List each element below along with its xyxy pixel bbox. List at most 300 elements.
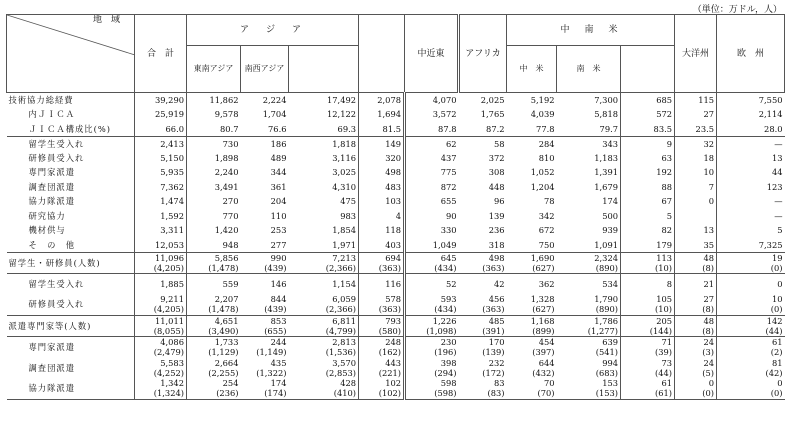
table-cell <box>557 93 621 108</box>
cell-value: 598 <box>440 378 457 389</box>
cell-value: 5,583 <box>160 357 184 368</box>
cell-value: 28.0 <box>764 123 783 134</box>
table-row <box>7 107 785 122</box>
table-row <box>7 194 785 209</box>
cell-value: 88 <box>661 181 673 192</box>
cell-paren-value: (294) <box>434 367 457 378</box>
header-southwest-asia: 南西アジア <box>241 46 289 93</box>
cell-paren-value: (0) <box>702 388 715 399</box>
table-cell <box>135 209 187 224</box>
cell-paren-value: (363) <box>378 304 402 315</box>
cell-value: 939 <box>602 225 619 236</box>
table-cell <box>135 122 187 137</box>
table-cell <box>289 223 359 238</box>
table-cell <box>675 136 717 151</box>
cell-paren-value: (363) <box>482 304 505 315</box>
table-cell <box>675 122 717 137</box>
table-cell <box>675 336 717 357</box>
table-cell <box>557 209 621 224</box>
cell-value: 24 <box>703 357 715 368</box>
table-row <box>7 209 785 224</box>
table-cell <box>717 294 785 315</box>
cell-value: 1,898 <box>214 152 239 163</box>
cell-value: 25,919 <box>154 109 184 120</box>
cell-value: 694 <box>385 252 402 263</box>
table-cell <box>717 165 785 180</box>
cell-value: 456 <box>488 294 505 305</box>
cell-value: 9,211 <box>160 294 184 305</box>
cell-value: 344 <box>270 167 287 178</box>
table-cell <box>507 107 557 122</box>
table-cell <box>135 252 187 273</box>
row-label: 留学生受入れ <box>7 136 135 151</box>
cell-value: 5 <box>777 225 783 236</box>
cell-value: 2,207 <box>214 294 239 305</box>
cell-value: 483 <box>385 181 402 192</box>
cell-paren-value: (890) <box>595 304 619 315</box>
cell-paren-value: (3) <box>702 346 715 357</box>
cell-paren-value: (391) <box>482 325 505 336</box>
cell-value: 1,183 <box>594 152 619 163</box>
cell-value: 475 <box>340 196 357 207</box>
table-cell <box>507 122 557 137</box>
cell-value: 103 <box>385 196 402 207</box>
cell-paren-value: (2,366) <box>325 262 357 273</box>
cell-value: 7 <box>708 181 715 192</box>
cell-value: 153 <box>602 378 619 389</box>
cell-value: 170 <box>488 336 505 347</box>
table-cell <box>557 180 621 195</box>
table-cell <box>717 93 785 108</box>
cell-paren-value: (44) <box>765 325 783 336</box>
cell-value: 116 <box>385 278 402 289</box>
cell-value: 2,324 <box>594 252 619 263</box>
cell-value: 990 <box>270 252 287 263</box>
table-cell <box>557 165 621 180</box>
table-cell <box>135 136 187 151</box>
table-cell <box>717 107 785 122</box>
table-cell <box>405 180 459 195</box>
cell-value: 844 <box>270 294 287 305</box>
table-cell <box>459 238 507 253</box>
table-cell <box>507 357 557 378</box>
cell-value: 63 <box>661 152 673 163</box>
table-cell <box>359 238 405 253</box>
cell-value: 770 <box>222 210 239 221</box>
cell-value: 3,570 <box>332 357 357 368</box>
table-row <box>7 122 785 137</box>
table-row <box>7 151 785 166</box>
cell-paren-value: (10) <box>654 262 673 273</box>
table-cell <box>507 252 557 273</box>
table-cell <box>621 252 675 273</box>
cell-value: 115 <box>698 95 715 105</box>
cell-paren-value: (61) <box>654 388 673 399</box>
table-cell <box>405 107 459 122</box>
cell-value: 1,690 <box>530 252 555 263</box>
cell-value: 489 <box>270 152 287 163</box>
cell-value: 146 <box>270 278 287 289</box>
table-cell <box>289 315 359 336</box>
table-cell <box>507 238 557 253</box>
table-cell <box>359 252 405 273</box>
table-cell <box>135 223 187 238</box>
header-europe: 欧 州 <box>717 15 785 93</box>
cell-value: — <box>774 210 783 221</box>
table-cell <box>675 151 717 166</box>
cell-value: 254 <box>222 378 239 389</box>
table-cell <box>405 136 459 151</box>
cell-value: 102 <box>385 378 402 389</box>
table-cell <box>557 223 621 238</box>
table-cell <box>289 238 359 253</box>
cell-paren-value: (1,324) <box>153 388 184 399</box>
row-label: ＪＩＣＡ構成比(%) <box>7 122 135 137</box>
cell-paren-value: (1,322) <box>256 367 287 378</box>
table-cell <box>135 107 187 122</box>
cell-value: 672 <box>538 225 555 236</box>
cell-value: 284 <box>538 138 555 149</box>
cell-value: 44 <box>771 167 783 178</box>
header-total: 合 計 <box>135 15 187 93</box>
table-cell <box>675 273 717 294</box>
table-cell <box>135 378 187 399</box>
cell-value: 639 <box>602 336 619 347</box>
table-cell <box>717 122 785 137</box>
cell-value: 87.2 <box>486 123 505 134</box>
cell-value: 1,204 <box>530 181 555 192</box>
cell-value: 3,311 <box>160 225 184 236</box>
cell-paren-value: (39) <box>654 346 673 357</box>
table-cell <box>289 294 359 315</box>
cell-value: 142 <box>766 315 783 326</box>
table-cell <box>557 336 621 357</box>
cell-value: 2,664 <box>214 357 239 368</box>
cell-paren-value: (627) <box>532 262 555 273</box>
cell-value: 500 <box>602 210 619 221</box>
cell-value: 685 <box>656 95 673 105</box>
cell-value: 5,150 <box>160 152 184 163</box>
cell-value: 318 <box>488 239 505 250</box>
personnel-section <box>7 252 785 399</box>
cell-value: 70 <box>543 378 555 389</box>
table-cell <box>675 294 717 315</box>
cell-paren-value: (397) <box>532 346 555 357</box>
table-cell <box>459 336 507 357</box>
cell-value: 21 <box>703 278 715 289</box>
cell-value: 1,818 <box>332 138 357 149</box>
table-cell <box>459 357 507 378</box>
table-cell <box>405 357 459 378</box>
expense-section <box>7 93 785 253</box>
cell-value: 76.6 <box>268 123 287 134</box>
cell-value: 186 <box>270 138 287 149</box>
table-cell <box>187 93 241 108</box>
table-cell <box>459 151 507 166</box>
table-cell <box>405 252 459 273</box>
cell-value: 5,192 <box>530 95 555 105</box>
cell-value: 498 <box>385 167 402 178</box>
cell-paren-value: (0) <box>770 262 783 273</box>
cell-paren-value: (432) <box>532 367 555 378</box>
table-cell <box>675 209 717 224</box>
cell-paren-value: (83) <box>487 388 505 399</box>
table-cell <box>717 136 785 151</box>
table-cell <box>359 357 405 378</box>
table-cell <box>135 294 187 315</box>
cell-value: 655 <box>440 196 457 207</box>
cell-paren-value: (683) <box>595 367 619 378</box>
table-cell <box>621 93 675 108</box>
table-cell <box>135 315 187 336</box>
header-la-blank <box>621 46 675 93</box>
cell-value: 174 <box>602 196 619 207</box>
row-label: 研究協力 <box>7 209 135 224</box>
cell-value: 1,786 <box>594 315 619 326</box>
cell-value: 39,290 <box>154 95 184 105</box>
table-cell <box>135 180 187 195</box>
cell-paren-value: (899) <box>532 325 555 336</box>
table-cell <box>359 223 405 238</box>
cell-paren-value: (8) <box>702 262 715 273</box>
cell-value: 443 <box>385 357 402 368</box>
table-cell <box>187 273 241 294</box>
table-cell <box>557 238 621 253</box>
cell-value: 1,342 <box>160 378 184 389</box>
table-cell <box>459 209 507 224</box>
table-cell <box>621 107 675 122</box>
table-row <box>7 136 785 151</box>
cell-value: 277 <box>270 239 287 250</box>
table-cell <box>241 336 289 357</box>
cell-value: 644 <box>538 357 555 368</box>
row-label: そ の 他 <box>7 238 135 253</box>
cell-value: 403 <box>385 239 402 250</box>
cell-value: 342 <box>538 210 555 221</box>
table-cell <box>507 151 557 166</box>
table-cell <box>507 336 557 357</box>
table-cell <box>459 378 507 399</box>
table-cell <box>507 165 557 180</box>
table-row <box>7 315 785 336</box>
table-cell <box>459 194 507 209</box>
cell-value: 11,862 <box>209 95 239 105</box>
cell-value: 6,811 <box>332 315 357 326</box>
cell-value: 4,070 <box>432 95 457 105</box>
table-cell <box>507 194 557 209</box>
cell-value: 12,053 <box>154 239 184 250</box>
cell-paren-value: (1,478) <box>208 262 239 273</box>
table-cell <box>187 294 241 315</box>
cell-value: 87.8 <box>438 123 457 134</box>
cell-value: 13 <box>703 225 715 236</box>
table-cell <box>359 194 405 209</box>
cell-value: 3,116 <box>332 152 357 163</box>
cell-value: 17,492 <box>327 95 357 105</box>
table-cell <box>507 294 557 315</box>
cell-value: 4,310 <box>332 181 357 192</box>
table-cell <box>621 136 675 151</box>
cell-value: 10 <box>771 294 783 305</box>
table-cell <box>459 252 507 273</box>
table-cell <box>675 165 717 180</box>
cell-value: 24 <box>703 336 715 347</box>
cell-value: 559 <box>222 278 239 289</box>
header-middle-east: 中近東 <box>405 15 459 93</box>
table-cell <box>621 165 675 180</box>
table-cell <box>289 107 359 122</box>
cell-value: 83 <box>493 378 505 389</box>
table-cell <box>507 93 557 108</box>
cell-value: 0 <box>777 278 783 289</box>
table-cell <box>507 180 557 195</box>
table-cell <box>289 180 359 195</box>
cell-value: 205 <box>656 315 673 326</box>
cell-value: 230 <box>440 336 457 347</box>
cell-value: 750 <box>538 239 555 250</box>
cell-paren-value: (4,799) <box>325 325 357 336</box>
table-cell <box>459 136 507 151</box>
cell-value: 534 <box>602 278 619 289</box>
table-cell <box>359 378 405 399</box>
cell-value: 435 <box>270 357 287 368</box>
cell-value: 7,362 <box>160 181 184 192</box>
table-cell <box>187 252 241 273</box>
cell-value: 23.5 <box>695 123 715 134</box>
table-cell <box>675 252 717 273</box>
cell-value: 1,420 <box>214 225 239 236</box>
table-cell <box>405 238 459 253</box>
cell-value: 32 <box>703 138 715 149</box>
cell-value: 1,091 <box>594 239 619 250</box>
table-cell <box>557 273 621 294</box>
table-cell <box>459 315 507 336</box>
table-cell <box>359 315 405 336</box>
cell-value: 1,474 <box>160 196 184 207</box>
table-cell <box>557 315 621 336</box>
table-cell <box>459 165 507 180</box>
cell-value: 82 <box>661 225 673 236</box>
table-cell <box>557 378 621 399</box>
cell-value: 1,971 <box>332 239 357 250</box>
cell-value: 572 <box>656 109 673 120</box>
table-cell <box>717 273 785 294</box>
table-cell <box>459 294 507 315</box>
statistics-table <box>6 14 785 400</box>
table-cell <box>241 378 289 399</box>
table-cell <box>717 357 785 378</box>
cell-paren-value: (8) <box>702 304 715 315</box>
table-cell <box>289 378 359 399</box>
table-cell <box>675 315 717 336</box>
cell-value: 48 <box>703 315 715 326</box>
table-cell <box>675 238 717 253</box>
table-cell <box>135 336 187 357</box>
cell-value: 19 <box>771 252 783 263</box>
header-oceania: 大洋州 <box>675 15 717 93</box>
cell-paren-value: (890) <box>595 262 619 273</box>
table-row <box>7 238 785 253</box>
table-cell <box>241 209 289 224</box>
header-south-america: 南 米 <box>557 46 621 93</box>
table-cell <box>405 122 459 137</box>
table-cell <box>621 122 675 137</box>
cell-paren-value: (0) <box>770 388 783 399</box>
cell-value: 1,049 <box>432 239 457 250</box>
table-cell <box>241 238 289 253</box>
cell-paren-value: (102) <box>378 388 402 399</box>
cell-value: 1,885 <box>160 278 184 289</box>
cell-paren-value: (3,490) <box>208 325 239 336</box>
header-latin-america: 中 南 米 <box>507 15 675 46</box>
cell-value: 27 <box>703 109 715 120</box>
table-cell <box>459 273 507 294</box>
table-cell <box>187 209 241 224</box>
table-cell <box>241 180 289 195</box>
cell-value: 6,059 <box>332 294 357 305</box>
table-cell <box>405 209 459 224</box>
row-label: 技術協力総経費 <box>7 93 135 108</box>
table-cell <box>621 336 675 357</box>
cell-paren-value: (1,129) <box>208 346 239 357</box>
table-cell <box>289 93 359 108</box>
table-cell <box>717 209 785 224</box>
table-cell <box>289 252 359 273</box>
cell-value: 2,813 <box>332 336 357 347</box>
unit-note: （単位：万ドル，人） <box>692 5 782 15</box>
cell-paren-value: (2,366) <box>325 304 357 315</box>
cell-value: 1,790 <box>594 294 619 305</box>
cell-value: 1,168 <box>530 315 555 326</box>
cell-value: 52 <box>445 278 457 289</box>
table-cell <box>405 336 459 357</box>
cell-paren-value: (1,149) <box>256 346 287 357</box>
cell-value: 1,733 <box>214 336 239 347</box>
cell-paren-value: (541) <box>595 346 619 357</box>
cell-value: 730 <box>222 138 239 149</box>
cell-paren-value: (10) <box>654 304 673 315</box>
cell-paren-value: (172) <box>482 367 505 378</box>
table-row <box>7 180 785 195</box>
cell-value: 253 <box>270 225 287 236</box>
cell-value: 270 <box>222 196 239 207</box>
cell-paren-value: (44) <box>654 367 673 378</box>
cell-value: 110 <box>270 210 287 221</box>
table-cell <box>717 223 785 238</box>
table-cell <box>359 93 405 108</box>
cell-paren-value: (439) <box>264 262 287 273</box>
table-cell <box>135 194 187 209</box>
cell-value: — <box>774 196 783 207</box>
cell-paren-value: (439) <box>264 304 287 315</box>
header-southeast-asia: 東南アジア <box>187 46 241 93</box>
row-label: 留学生・研修員(人数) <box>7 252 135 273</box>
table-cell <box>717 315 785 336</box>
table-cell <box>675 357 717 378</box>
table-cell <box>241 93 289 108</box>
cell-paren-value: (221) <box>378 367 402 378</box>
table-cell <box>359 165 405 180</box>
table-cell <box>507 273 557 294</box>
table-cell <box>405 315 459 336</box>
table-cell <box>675 107 717 122</box>
cell-value: 78 <box>543 196 555 207</box>
table-cell <box>507 315 557 336</box>
table-cell <box>289 165 359 180</box>
table-cell <box>621 273 675 294</box>
cell-value: 0 <box>777 378 783 389</box>
cell-value: 1,592 <box>160 210 184 221</box>
